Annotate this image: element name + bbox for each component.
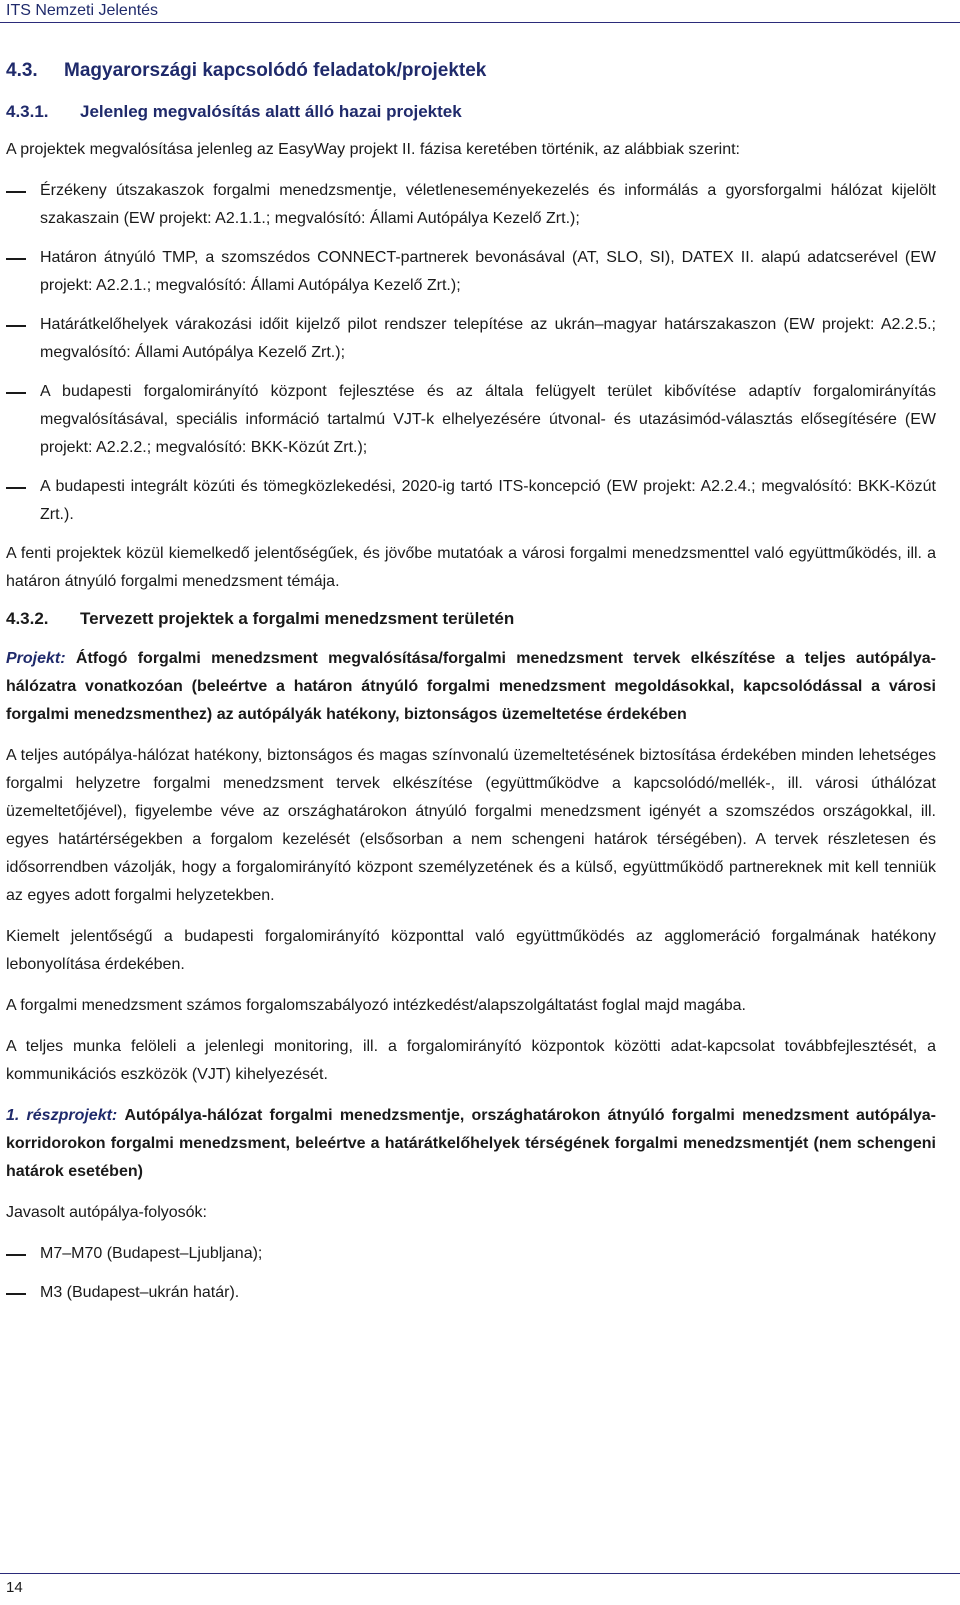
list-item: [6, 311, 936, 367]
body-paragraph: A teljes autópálya-hálózat hatékony, biztonságos és magas színvonalú üzemeltetésének biztosítása érdekében minden lehetséges forgalmi helyzetre forgalmi menedzsment tervek elkészítése (együttműködve a kapcsolódó/mellék-, ill. városi úthálózat üzemeltetőjével), figyelembe véve az országhatárokon átnyúló forgalmi menedzsment igényét a szomszédos országokkal, ill. egyes határtérségekben a forgalom kezelését (elsősorban a nem schengeni határok térségében). A tervek részletesen és idősorrendben vázolják, hogy a forgalomirányító központ személyzetének és a külső, együttműködő partnereknek mit kell tenniük az egyes adott forgalmi helyzetekben.: [6, 747, 936, 904]
dash-bullet-icon: [6, 244, 40, 300]
list-item-text: M3 (Budapest–ukrán határ).: [40, 1284, 240, 1301]
dash-bullet-icon: [6, 1240, 40, 1268]
list-item: [6, 378, 936, 462]
section-heading: [6, 60, 936, 82]
summary-paragraph: A fenti projektek közül kiemelkedő jelentőségűek, és jövőbe mutatóak a városi forgalmi menedzsmenttel való együttműködés, ill. a határon átnyúló forgalmi menedzsment témája.: [6, 545, 936, 590]
page-number: 14: [6, 1579, 23, 1596]
section-number: 4.3.: [6, 60, 38, 81]
body-paragraph: Kiemelt jelentőségű a budapesti forgalomirányító központtal való együttműködés az agglomeráció forgalmának hatékony lebonyolítása érdekében.: [6, 928, 936, 973]
header-title: ITS Nemzeti Jelentés: [6, 2, 159, 19]
list-item: [6, 1279, 936, 1307]
list-item-text: Érzékeny útszakaszok forgalmi menedzsmentje, véletleneseményekezelés és informálás a gyorsforgalmi hálózat kijelölt szakaszain (EW projekt: A2.1.1.; megvalósító: Állami Autópálya Kezelő Zrt.);: [40, 182, 936, 227]
list-item-text: A budapesti integrált közúti és tömegközlekedési, 2020-ig tartó ITS-koncepció (EW projekt: A2.2.4.; megvalósító: BKK-Közút Zrt.).: [40, 478, 936, 523]
current-projects-list: [6, 177, 936, 529]
subsection-title: Tervezett projektek a forgalmi menedzsment területén: [80, 609, 515, 628]
list-item: [6, 177, 936, 233]
body-paragraph: A forgalmi menedzsment számos forgalomszabályozó intézkedést/alapszolgáltatást foglal majd magába.: [6, 997, 746, 1014]
dash-bullet-icon: [6, 177, 40, 233]
subproject-lead: 1. részprojekt:: [6, 1107, 118, 1124]
list-item-text: Határon átnyúló TMP, a szomszédos CONNECT-partnerek bevonásával (AT, SLO, SI), DATEX II. alapú adatcserével (EW projekt: A2.2.1.; megvalósító: Állami Autópálya Kezelő Zrt.);: [40, 249, 936, 294]
subsection-number: 4.3.1.: [6, 102, 49, 121]
project-title: Átfogó forgalmi menedzsment megvalósítása/forgalmi menedzsment tervek elkészítése a teljes autópálya-hálózatra vonatkozóan (beleértve a határon átnyúló forgalmi menedzsment megoldásokkal, kapcsolódással a városi forgalmi menedzsmenthez) az autópályák hatékony, biztonságos üzemeltetése érdekében: [6, 650, 936, 723]
intro-paragraph: A projektek megvalósítása jelenleg az EasyWay projekt II. fázisa keretében történik, az alábbiak szerint:: [6, 141, 740, 158]
dash-bullet-icon: [6, 473, 40, 529]
list-item-text: Határátkelőhelyek várakozási időit kijelző pilot rendszer telepítése az ukrán–magyar határszakaszon (EW projekt: A2.2.5.; megvalósító: Állami Autópálya Kezelő Zrt.);: [40, 316, 936, 361]
routes-intro: Javasolt autópálya-folyosók:: [6, 1204, 207, 1221]
routes-list: [6, 1240, 936, 1307]
list-item: [6, 244, 936, 300]
dash-bullet-icon: [6, 378, 40, 462]
subsection-heading-2: [6, 609, 936, 629]
footer-rule: [0, 1573, 960, 1574]
list-item: [6, 473, 936, 529]
dash-bullet-icon: [6, 1279, 40, 1307]
subsection-number: 4.3.2.: [6, 609, 49, 628]
list-item: [6, 1240, 936, 1268]
document-body: [6, 60, 936, 1318]
page-header: [0, 0, 960, 23]
project-heading: [6, 645, 936, 729]
body-paragraph: A teljes munka felöleli a jelenlegi monitoring, ill. a forgalomirányító központok közötti adat-kapcsolat továbbfejlesztését, a kommunikációs eszközök (VJT) kihelyezését.: [6, 1038, 936, 1083]
subsection-heading-1: [6, 102, 936, 122]
list-item-text: M7–M70 (Budapest–Ljubljana);: [40, 1245, 263, 1262]
section-title: Magyarországi kapcsolódó feladatok/projektek: [64, 60, 487, 81]
project-lead: Projekt:: [6, 650, 66, 667]
subsection-title: Jelenleg megvalósítás alatt álló hazai projektek: [80, 102, 462, 121]
list-item-text: A budapesti forgalomirányító központ fejlesztése és az általa felügyelt terület kibővítése adaptív forgalomirányítás megvalósításával, speciális információ tartalmú VJT-k elhelyezésére útvonal- és utazásimód-választás elősegítésére (EW projekt: A2.2.2.; megvalósító: BKK-Közút Zrt.);: [40, 383, 936, 456]
subproject-heading: [6, 1102, 936, 1186]
dash-bullet-icon: [6, 311, 40, 367]
subproject-title: Autópálya-hálózat forgalmi menedzsmentje, országhatárokon átnyúló forgalmi menedzsment autópálya-korridorokon forgalmi menedzsment, beleértve a határátkelőhelyek térségének forgalmi menedzsmentjét (nem schengeni határok esetében): [6, 1107, 937, 1180]
